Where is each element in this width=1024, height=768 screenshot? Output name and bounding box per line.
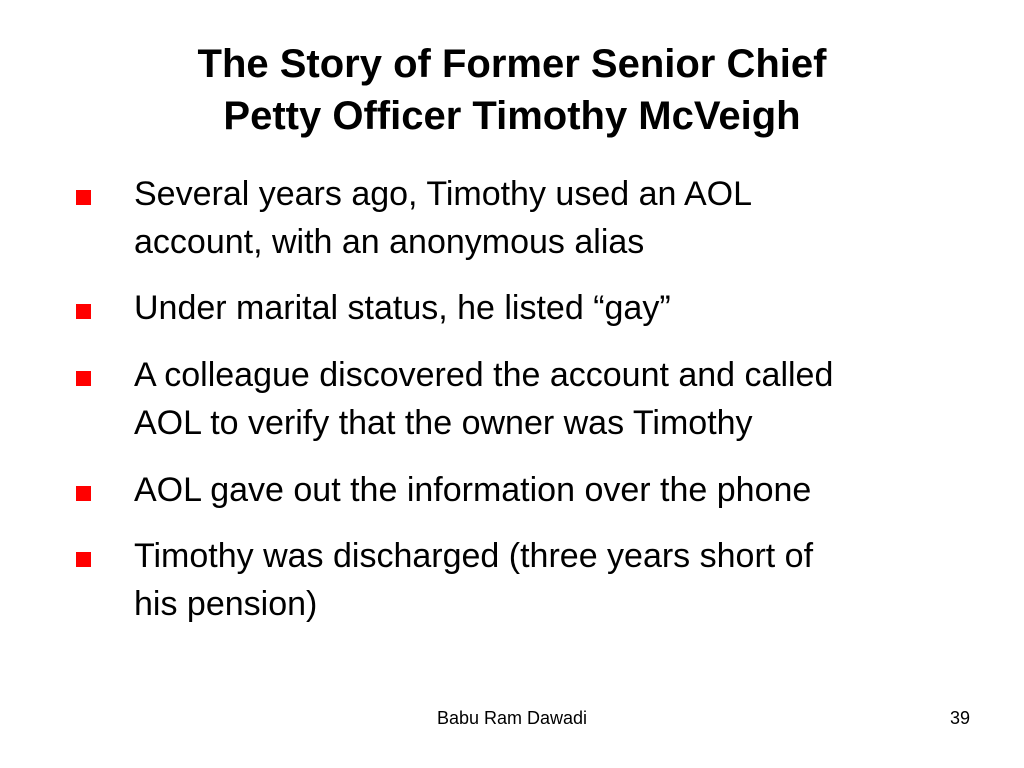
bullet-text [134, 466, 994, 514]
bullet-line: A colleague discovered the account and called [134, 356, 834, 394]
bullet-line: Timothy was discharged (three years short of [134, 537, 814, 575]
bullet-text [134, 284, 994, 332]
bullet-square-icon [76, 190, 91, 205]
slide-title-line-2: Petty Officer Timothy McVeigh [223, 94, 801, 138]
bullet-line: AOL gave out the information over the phone [134, 471, 812, 509]
bullet-square-icon [76, 486, 91, 501]
page-number: 39 [949, 708, 970, 728]
bullet-square-icon [76, 552, 91, 567]
bullet-text [134, 532, 994, 628]
bullet-line: account, with an anonymous alias [134, 223, 645, 261]
bullet-line: his pension) [134, 585, 318, 623]
bullet-square-icon [76, 371, 91, 386]
bullet-text [134, 351, 994, 447]
bullet-line: AOL to verify that the owner was Timothy [134, 404, 753, 442]
footer-author: Babu Ram Dawadi [436, 708, 588, 728]
bullet-text [134, 170, 994, 266]
bullet-line: Under marital status, he listed “gay” [134, 289, 671, 327]
bullet-square-icon [76, 304, 91, 319]
slide-title-line-1: The Story of Former Senior Chief [197, 42, 827, 86]
bullet-line: Several years ago, Timothy used an AOL [134, 175, 753, 213]
